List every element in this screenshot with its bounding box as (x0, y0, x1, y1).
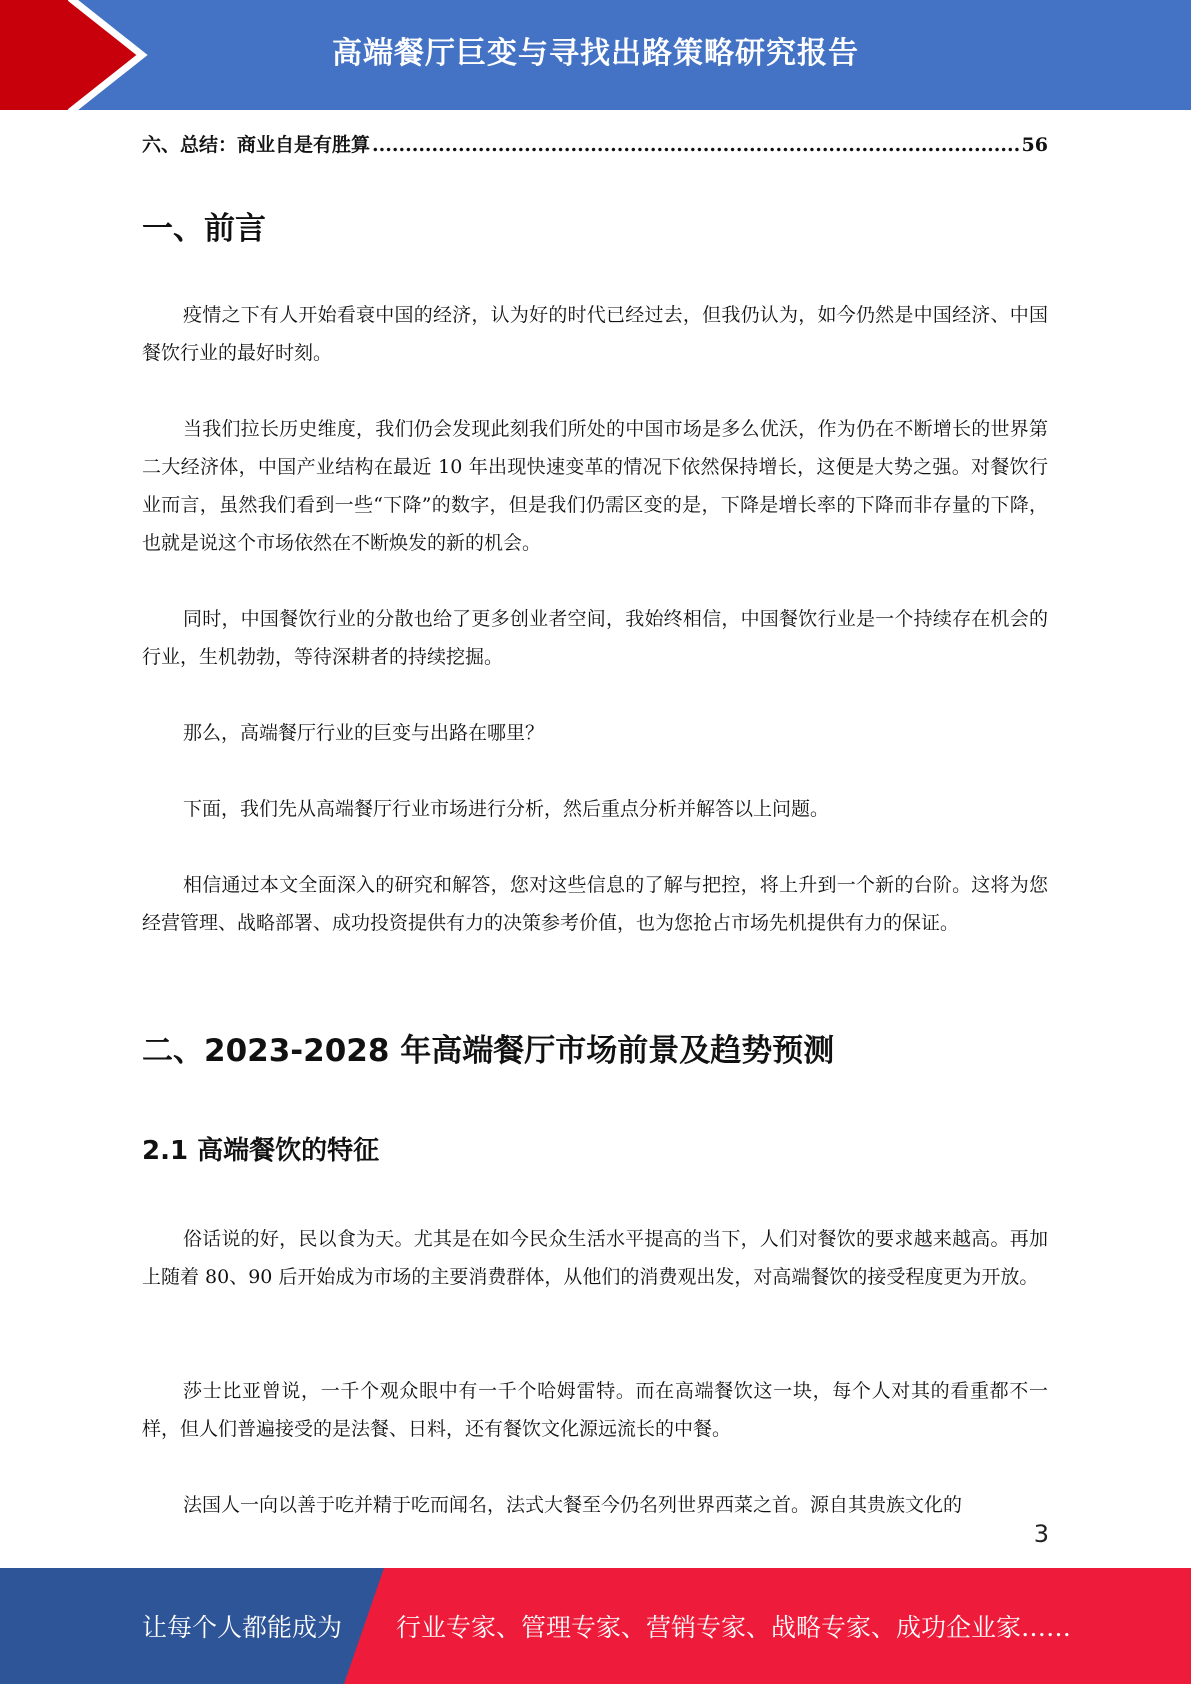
subsection-heading-features: 2.1 高端餐饮的特征 (142, 1136, 380, 1166)
footer-slogan-right: 行业专家、管理专家、营销专家、战略专家、成功企业家…… (396, 1613, 1072, 1642)
toc-leader-dots (372, 134, 1020, 156)
paragraph: 那么，高端餐厅行业的巨变与出路在哪里？ (183, 722, 545, 744)
paragraph: 相信通过本文全面深入的研究和解答，您对这些信息的了解与把控，将上升到一个新的台阶。这将为您经营管理、战略部署、成功投资提供有力的决策参考价值，也为您抢占市场先机提供有力的保证。 (142, 874, 1048, 934)
page-number: 3 (1033, 1520, 1049, 1548)
footer-slogan-left: 让每个人都能成为 (142, 1613, 343, 1642)
page-footer (0, 1568, 1191, 1684)
paragraph: 俗话说的好，民以食为天。尤其是在如今民众生活水平提高的当下，人们对餐饮的要求越来越高。再加上随着 80、90 后开始成为市场的主要消费群体，从他们的消费观出发，对高端餐饮的接受程度更为开放。 (142, 1228, 1048, 1288)
section-heading-forecast: 二、2023-2028 年高端餐厅市场前景及趋势预测 (142, 1033, 835, 1069)
toc-entry[interactable] (142, 130, 1048, 157)
report-title: 高端餐厅巨变与寻找出路策略研究报告 (332, 36, 859, 71)
paragraph: 疫情之下有人开始看衰中国的经济，认为好的时代已经过去，但我仍认为，如今仍然是中国经济、中国餐饮行业的最好时刻。 (142, 304, 1048, 364)
paragraph: 法国人一向以善于吃并精于吃而闻名，法式大餐至今仍名列世界西菜之首。源自其贵族文化的 (183, 1494, 963, 1516)
toc-entry-page: 56 (1021, 134, 1048, 156)
section-heading-preface: 一、前言 (142, 211, 266, 247)
paragraph: 当我们拉长历史维度，我们仍会发现此刻我们所处的中国市场是多么优沃，作为仍在不断增长的世界第二大经济体，中国产业结构在最近 10 年出现快速变革的情况下依然保持增长，这便是大势之强。对餐饮行业而言，虽然我们看到一些“下降”的数字，但是我们仍需区变的是，下降是增长率的下降而非存量的下降，也就是说这个市场依然在不断焕发的新的机会。 (142, 418, 1048, 554)
page-header (0, 0, 1191, 110)
paragraph: 下面，我们先从高端餐厅行业市场进行分析，然后重点分析并解答以上问题。 (183, 798, 830, 820)
paragraph: 同时，中国餐饮行业的分散也给了更多创业者空间，我始终相信，中国餐饮行业是一个持续存在机会的行业，生机勃勃，等待深耕者的持续挖掘。 (142, 608, 1048, 668)
toc-entry-label: 六、总结：商业自是有胜算 (142, 134, 371, 156)
paragraph: 莎士比亚曾说，一千个观众眼中有一千个哈姆雷特。而在高端餐饮这一块，每个人对其的看重都不一样，但人们普遍接受的是法餐、日料，还有餐饮文化源远流长的中餐。 (142, 1380, 1048, 1440)
